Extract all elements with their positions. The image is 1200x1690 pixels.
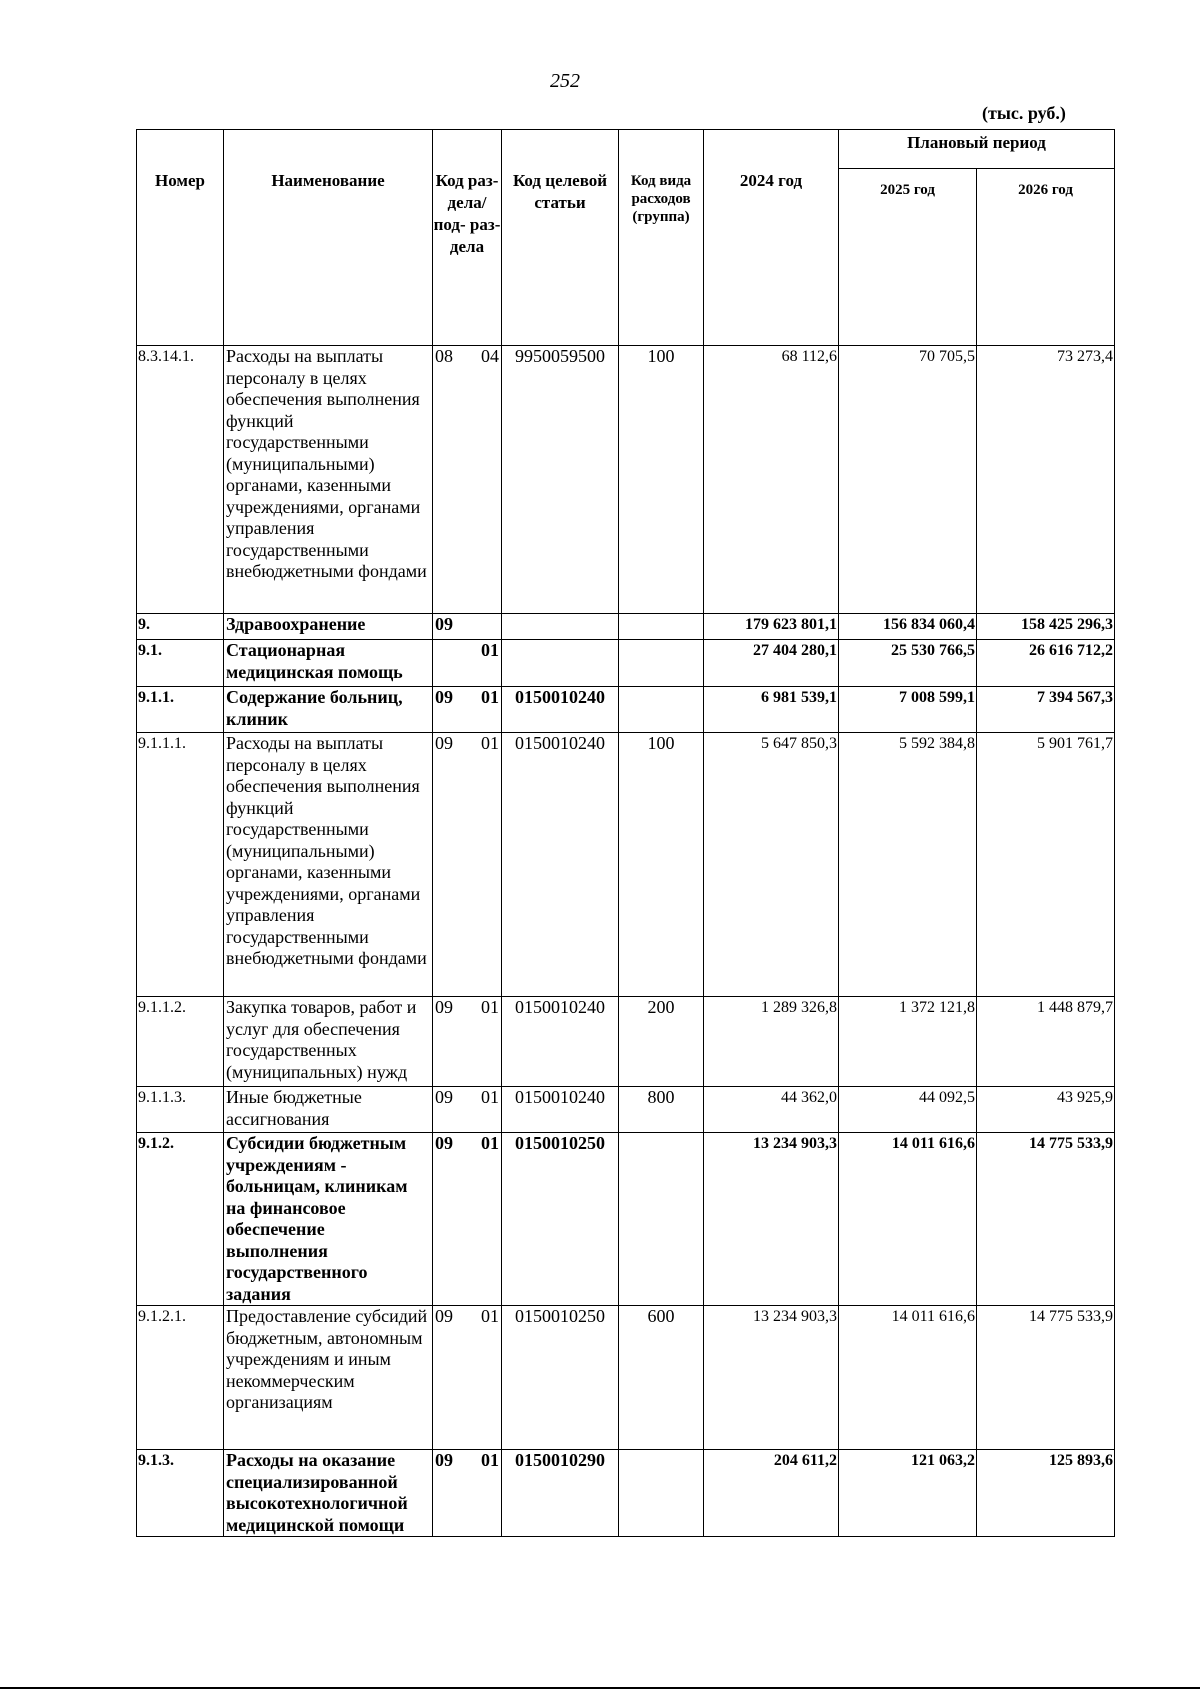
row-number: 9.1.2.1. <box>137 1306 224 1450</box>
row-rz: 09 <box>435 1133 453 1153</box>
table-row <box>137 1306 1115 1450</box>
row-razdel <box>433 346 502 614</box>
budget-table <box>136 129 1115 1537</box>
row-2025: 5 592 384,8 <box>839 733 977 997</box>
row-2026: 14 775 533,9 <box>977 1306 1115 1450</box>
row-target: 0150010250 <box>502 1306 619 1450</box>
row-2024: 204 611,2 <box>704 1450 839 1537</box>
units-label: (тыс. руб.) <box>982 103 1066 123</box>
row-name: Стационарная медицинская помощь <box>224 640 433 687</box>
row-vid <box>619 687 704 733</box>
row-vid: 800 <box>619 1087 704 1133</box>
row-2026: 43 925,9 <box>977 1087 1115 1133</box>
row-razdel <box>433 614 502 640</box>
row-number: 9. <box>137 614 224 640</box>
row-number: 9.1.1.1. <box>137 733 224 997</box>
row-name: Предоставление субсидий бюджетным, автономным учреждениям и иным некоммерческим организациям <box>224 1306 433 1450</box>
header-2026: 2026 год <box>977 169 1115 346</box>
row-2025: 156 834 060,4 <box>839 614 977 640</box>
table-row <box>137 346 1115 614</box>
row-vid <box>619 614 704 640</box>
row-target: 0150010240 <box>502 997 619 1087</box>
table-row <box>137 1087 1115 1133</box>
row-2025: 14 011 616,6 <box>839 1306 977 1450</box>
row-2025: 7 008 599,1 <box>839 687 977 733</box>
row-number: 9.1.1.3. <box>137 1087 224 1133</box>
row-target: 0150010240 <box>502 687 619 733</box>
row-vid <box>619 1133 704 1306</box>
row-name: Закупка товаров, работ и услуг для обеспечения государственных (муниципальных) нужд <box>224 997 433 1087</box>
row-name: Расходы на выплаты персоналу в целях обеспечения выполнения функций государственными (муниципальными) органами, казенными учреждениями, органами управления государственными внебюджетными фондами <box>224 346 433 614</box>
row-vid: 100 <box>619 733 704 997</box>
row-2025: 1 372 121,8 <box>839 997 977 1087</box>
row-pr: 01 <box>481 733 499 753</box>
header-2024: 2024 год <box>704 130 839 346</box>
row-2024: 13 234 903,3 <box>704 1133 839 1306</box>
row-2026: 5 901 761,7 <box>977 733 1115 997</box>
row-razdel <box>433 687 502 733</box>
row-rz: 09 <box>435 687 453 707</box>
row-pr: 01 <box>481 640 499 660</box>
row-name: Иные бюджетные ассигнования <box>224 1087 433 1133</box>
page-number: 252 <box>550 70 580 92</box>
row-rz: 09 <box>435 733 453 753</box>
row-2024: 5 647 850,3 <box>704 733 839 997</box>
header-target: Код целевой статьи <box>502 130 619 346</box>
row-number: 8.3.14.1. <box>137 346 224 614</box>
table-row <box>137 1450 1115 1537</box>
row-2025: 14 011 616,6 <box>839 1133 977 1306</box>
row-2024: 13 234 903,3 <box>704 1306 839 1450</box>
row-name: Расходы на выплаты персоналу в целях обеспечения выполнения функций государственными (муниципальными) органами, казенными учреждениями, органами управления государственными внебюджетными фондами <box>224 733 433 997</box>
row-vid: 200 <box>619 997 704 1087</box>
table-row <box>137 614 1115 640</box>
row-pr: 01 <box>481 1306 499 1326</box>
row-target: 9950059500 <box>502 346 619 614</box>
page-bottom-border <box>0 1687 1200 1689</box>
row-rz: 09 <box>435 1450 453 1470</box>
row-rz: 08 <box>435 346 453 366</box>
row-razdel <box>433 733 502 997</box>
row-vid <box>619 1450 704 1537</box>
row-2025: 25 530 766,5 <box>839 640 977 687</box>
row-2025: 70 705,5 <box>839 346 977 614</box>
row-number: 9.1.1. <box>137 687 224 733</box>
row-pr: 01 <box>481 997 499 1017</box>
row-razdel <box>433 1306 502 1450</box>
header-2025: 2025 год <box>839 169 977 346</box>
row-2024: 179 623 801,1 <box>704 614 839 640</box>
table-row <box>137 733 1115 997</box>
row-2024: 6 981 539,1 <box>704 687 839 733</box>
row-rz: 09 <box>435 1306 453 1326</box>
row-target <box>502 614 619 640</box>
row-2026: 14 775 533,9 <box>977 1133 1115 1306</box>
row-2025: 44 092,5 <box>839 1087 977 1133</box>
row-name: Здравоохранение <box>224 614 433 640</box>
header-number: Номер <box>137 130 224 346</box>
row-2026: 73 273,4 <box>977 346 1115 614</box>
row-razdel <box>433 640 502 687</box>
row-target <box>502 640 619 687</box>
row-2026: 158 425 296,3 <box>977 614 1115 640</box>
row-pr: 01 <box>481 1133 499 1153</box>
header-vid: Код вида расходов (группа) <box>619 130 704 346</box>
row-vid <box>619 640 704 687</box>
row-2024: 1 289 326,8 <box>704 997 839 1087</box>
row-2024: 27 404 280,1 <box>704 640 839 687</box>
header-razdel: Код раз- дела/ под- раз- дела <box>433 130 502 346</box>
row-pr: 04 <box>481 346 499 366</box>
row-name: Расходы на оказание специализированной высокотехнологичной медицинской помощи <box>224 1450 433 1537</box>
row-rz: 09 <box>435 1087 453 1107</box>
row-razdel <box>433 997 502 1087</box>
table-row <box>137 687 1115 733</box>
row-pr: 01 <box>481 1450 499 1470</box>
table-row <box>137 640 1115 687</box>
row-pr: 01 <box>481 687 499 707</box>
row-2025: 121 063,2 <box>839 1450 977 1537</box>
row-razdel <box>433 1450 502 1537</box>
row-number: 9.1.1.2. <box>137 997 224 1087</box>
row-number: 9.1.3. <box>137 1450 224 1537</box>
header-name: Наименование <box>224 130 433 346</box>
row-2026: 7 394 567,3 <box>977 687 1115 733</box>
row-pr: 01 <box>481 1087 499 1107</box>
row-razdel <box>433 1133 502 1306</box>
row-2026: 1 448 879,7 <box>977 997 1115 1087</box>
table-row <box>137 1133 1115 1306</box>
row-target: 0150010290 <box>502 1450 619 1537</box>
row-target: 0150010250 <box>502 1133 619 1306</box>
row-number: 9.1. <box>137 640 224 687</box>
row-vid: 100 <box>619 346 704 614</box>
row-2024: 68 112,6 <box>704 346 839 614</box>
row-rz: 09 <box>435 997 453 1017</box>
row-2026: 125 893,6 <box>977 1450 1115 1537</box>
row-razdel <box>433 1087 502 1133</box>
row-2024: 44 362,0 <box>704 1087 839 1133</box>
row-rz: 09 <box>435 614 453 634</box>
row-name: Субсидии бюджетным учреждениям - больницам, клиникам на финансовое обеспечение выполнения государственного задания <box>224 1133 433 1306</box>
row-vid: 600 <box>619 1306 704 1450</box>
row-number: 9.1.2. <box>137 1133 224 1306</box>
row-target: 0150010240 <box>502 1087 619 1133</box>
row-2026: 26 616 712,2 <box>977 640 1115 687</box>
row-target: 0150010240 <box>502 733 619 997</box>
header-plan: Плановый период <box>839 130 1115 169</box>
row-name: Содержание больниц, клиник <box>224 687 433 733</box>
table-row <box>137 997 1115 1087</box>
